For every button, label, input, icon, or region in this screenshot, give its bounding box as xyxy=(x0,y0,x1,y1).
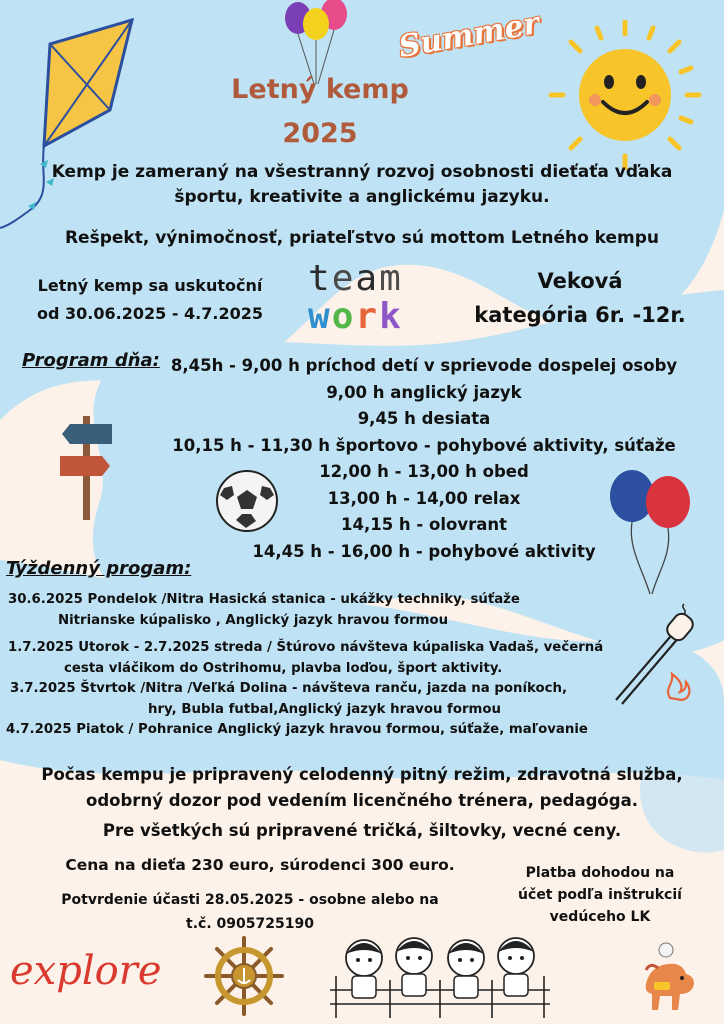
page-title: Letný kemp xyxy=(231,74,409,105)
dates-line-1: Letný kemp sa uskutoční xyxy=(37,276,263,295)
weekly-line: 3.7.2025 Štvrtok /Nitra /Veľká Dolina - návšteva ranču, jazda na poníkoch, xyxy=(10,681,568,696)
intro-text xyxy=(0,160,724,210)
age-line-2: kategória 6r. -12r. xyxy=(474,303,686,327)
work-letter: w xyxy=(308,296,332,337)
age-line-1: Veková xyxy=(537,269,623,293)
marshmallow-campfire-icon xyxy=(610,600,700,710)
kids-fence-icon xyxy=(330,930,550,1020)
football-icon xyxy=(214,468,280,534)
info-line-3: Pre všetkých sú pripravené tričká, šiltovky, vecné ceny. xyxy=(102,821,622,840)
signpost-icon xyxy=(56,412,116,522)
team-letter: t xyxy=(308,258,332,299)
info-line-2: odobrný dozor pod vedením licenčného trénera, pedagóga. xyxy=(86,791,638,810)
weekly-program xyxy=(0,590,660,741)
program-item: 14,15 h - olovrant xyxy=(340,515,507,534)
page-title-year: 2025 xyxy=(282,118,358,149)
weekly-line: 1.7.2025 Utorok - 2.7.2025 streda / Štúrovo návšteva kúpaliska Vadaš, večerná xyxy=(8,640,604,655)
weekly-heading: Týždenný progam: xyxy=(6,558,192,579)
confirm-line-1: Potvrdenie účasti 28.05.2025 - osobne alebo na xyxy=(61,892,439,908)
program-item: 13,00 h - 14,00 relax xyxy=(327,488,521,508)
sun-icon xyxy=(545,20,705,170)
team-letter: a xyxy=(355,258,380,299)
payment-line-1: Platba dohodou na xyxy=(525,865,675,881)
info-text xyxy=(0,762,724,814)
team-word xyxy=(308,258,403,299)
confirmation-text xyxy=(40,888,460,936)
dates-line-2: od 30.06.2025 - 4.7.2025 xyxy=(37,304,263,323)
age-category xyxy=(450,264,710,332)
summer-sticker: Summer xyxy=(396,5,542,66)
program-item: 9,00 h anglický jazyk xyxy=(326,382,522,402)
weekly-line: 30.6.2025 Pondelok /Nitra Hasická stanica - ukážky techniky, súťaže xyxy=(8,592,520,607)
confirm-line-2: t.č. 0905725190 xyxy=(186,916,314,932)
work-word xyxy=(308,296,403,337)
camp-dates xyxy=(0,272,300,328)
program-item: 12,00 h - 13,00 h obed xyxy=(319,462,529,481)
red-blue-balloons-icon xyxy=(606,468,696,598)
weekly-line: Nitrianske kúpalisko , Anglický jazyk hravou formou xyxy=(58,612,449,628)
info-line-1: Počas kempu je pripravený celodenný pitný režim, zdravotná služba, xyxy=(41,765,683,784)
program-item: 10,15 h - 11,30 h športovo - pohybové aktivity, súťaže xyxy=(172,435,676,455)
team-letter: m xyxy=(379,258,403,299)
work-letter: o xyxy=(331,296,356,337)
payment-info xyxy=(500,862,700,928)
program-heading: Program dňa: xyxy=(22,350,160,371)
payment-line-3: vedúceho LK xyxy=(549,909,651,925)
program-item: 14,45 h - 16,00 h - pohybové aktivity xyxy=(252,541,596,561)
ship-wheel-icon xyxy=(204,936,284,1016)
weekly-line: 4.7.2025 Piatok / Pohranice Anglický jazyk hravou formou, súťaže, maľovanie xyxy=(6,722,588,737)
explore-text: explore xyxy=(10,948,162,994)
work-letter: r xyxy=(355,296,380,337)
payment-line-2: účet podľa inštrukcií xyxy=(518,887,682,903)
work-letter: k xyxy=(379,296,403,337)
motto: Rešpekt, výnimočnosť, priateľstvo sú mottom Letného kempu xyxy=(64,228,660,248)
team-letter: e xyxy=(331,258,356,299)
pony-icon xyxy=(636,940,706,1020)
program-item: 8,45h - 9,00 h príchod detí v sprievode dospelej osoby xyxy=(170,356,678,375)
price-text: Cena na dieťa 230 euro, súrodenci 300 euro. xyxy=(65,856,455,874)
program-item: 9,45 h desiata xyxy=(357,409,491,428)
weekly-line: hry, Bubla futbal,Anglický jazyk hravou formou xyxy=(148,701,501,717)
intro-line-2: športu, kreativite a anglickému jazyku. xyxy=(174,187,550,207)
weekly-line: cesta vláčikom do Ostrihomu, plavba loďou, šport aktivity. xyxy=(64,660,503,676)
intro-line-1: Kemp je zameraný na všestranný rozvoj osobnosti dieťaťa vďaka xyxy=(51,162,673,182)
